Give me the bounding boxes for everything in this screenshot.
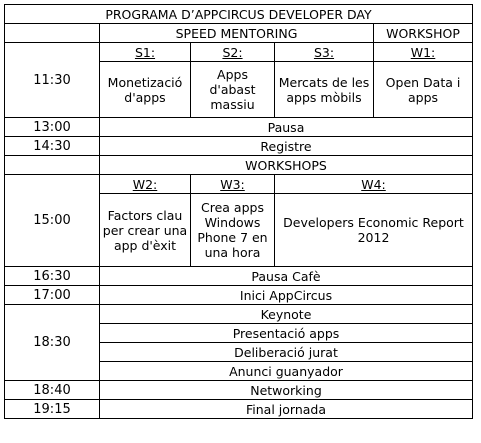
empty-cell (5, 24, 100, 43)
workshop-code-w4: W4: (275, 175, 473, 194)
schedule-table (4, 4, 473, 419)
event-inici: Inici AppCircus (100, 286, 473, 305)
workshop-code-w3: W3: (191, 175, 275, 194)
event-final: Final jornada (100, 400, 473, 419)
event-pausa: Pausa (100, 118, 473, 137)
empty-cell (5, 156, 100, 175)
schedule-row (5, 381, 473, 400)
speed-mentoring-header: SPEED MENTORING (100, 24, 374, 43)
workshop-header: WORKSHOP (374, 24, 473, 43)
workshop-name-w4: Developers Economic Report 2012 (275, 194, 473, 267)
session-name-s2: Apps d'abast massiu (191, 62, 275, 118)
workshop-name-w2: Factors clau per crear una app d'èxit (100, 194, 191, 267)
session-name-s1: Monetizació d'apps (100, 62, 191, 118)
event-pausa-cafe: Pausa Cafè (100, 267, 473, 286)
schedule-row (5, 400, 473, 419)
event-presentacio: Presentació apps (100, 324, 473, 343)
session-code-s3: S3: (275, 43, 374, 62)
schedule-row (5, 305, 473, 324)
session-name-w1: Open Data i apps (374, 62, 473, 118)
event-keynote: Keynote (100, 305, 473, 324)
title-row (5, 5, 473, 24)
time-1830: 18:30 (5, 305, 100, 381)
event-anunci: Anunci guanyador (100, 362, 473, 381)
schedule-row (5, 118, 473, 137)
session-codes-row (5, 43, 473, 62)
time-1915: 19:15 (5, 400, 100, 419)
event-registre: Registre (100, 137, 473, 156)
session-code-s1: S1: (100, 43, 191, 62)
session-name-s3: Mercats de les apps mòbils (275, 62, 374, 118)
schedule-row (5, 267, 473, 286)
workshops-header: WORKSHOPS (100, 156, 473, 175)
workshop-code-w2: W2: (100, 175, 191, 194)
time-1430: 14:30 (5, 137, 100, 156)
workshops-header-row (5, 156, 473, 175)
time-1630: 16:30 (5, 267, 100, 286)
schedule-row (5, 286, 473, 305)
schedule-row (5, 137, 473, 156)
session-code-w1: W1: (374, 43, 473, 62)
session-code-s2: S2: (191, 43, 275, 62)
program-title: PROGRAMA D’APPCIRCUS DEVELOPER DAY (5, 5, 473, 24)
time-1500: 15:00 (5, 175, 100, 267)
header-row (5, 24, 473, 43)
time-1130: 11:30 (5, 43, 100, 118)
workshop-name-w3: Crea apps Windows Phone 7 en una hora (191, 194, 275, 267)
workshop-codes-row (5, 175, 473, 194)
event-deliberacio: Deliberació jurat (100, 343, 473, 362)
time-1300: 13:00 (5, 118, 100, 137)
time-1700: 17:00 (5, 286, 100, 305)
time-1840: 18:40 (5, 381, 100, 400)
event-networking: Networking (100, 381, 473, 400)
